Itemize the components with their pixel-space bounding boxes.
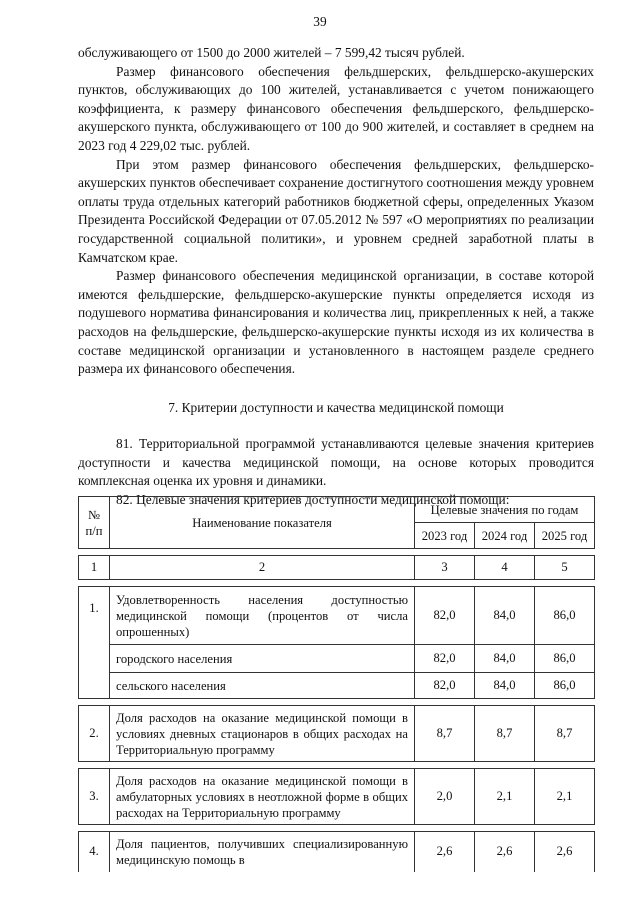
table-row <box>79 673 595 699</box>
row-value-2024: 84,0 <box>475 645 535 673</box>
row-value-2025: 2,1 <box>535 769 595 825</box>
section-title: 7. Критерии доступности и качества медицинской помощи <box>168 399 504 415</box>
table-row <box>79 645 595 673</box>
row-value-2024: 84,0 <box>475 673 535 699</box>
criteria-table <box>78 496 595 872</box>
row-value-2023: 82,0 <box>415 673 475 699</box>
row-name: Доля пациентов, получивших специализированную медицинскую помощь в <box>110 832 415 872</box>
page-number: 39 <box>313 14 327 29</box>
row-index: 1. <box>79 587 110 699</box>
paragraph-3: При этом размер финансового обеспечения фельдшерских, фельдшерско-акушерских пунктов обеспечивает сохранение достигнутого соотношения между уровнем оплаты труда отдельных категорий работников бюджетной сферы, определенных Указом Президента Российской Федерации от 07.05.2012 № 597 «О мероприятиях по реализации государственной социальной политики», и уровнем средней заработной платы в Камчатском крае. <box>78 156 595 265</box>
row-name: городского населения <box>110 645 415 673</box>
table-row <box>79 769 595 825</box>
row-index: 2. <box>79 706 110 762</box>
header-year-2024: 2024 год <box>475 523 535 549</box>
criteria-table-wrap <box>78 496 594 872</box>
document-body <box>78 44 594 510</box>
table-row <box>79 706 595 762</box>
row-value-2025: 86,0 <box>535 673 595 699</box>
row-value-2023: 82,0 <box>415 587 475 645</box>
row-value-2023: 82,0 <box>415 645 475 673</box>
row-name: Доля расходов на оказание медицинской помощи в амбулаторных условиях в неотложной форме в общих расходах на Территориальную программу <box>110 769 415 825</box>
header-name: Наименование показателя <box>110 497 415 549</box>
paragraph-4: Размер финансового обеспечения медицинской организации, в составе которой имеются фельдшерские, фельдшерско-акушерские пункты определяется исходя из подушевого норматива финансирования и количества лиц, прикрепленных к ней, а также расходов на фельдшерские, фельдшерско-акушерские пункты исходя из их количества в составе медицинской организации и установленного в настоящем разделе среднего размера их финансового обеспечения. <box>78 268 594 377</box>
row-index: 4. <box>79 832 110 872</box>
header-num: № п/п <box>79 497 110 549</box>
row-value-2024: 84,0 <box>475 587 535 645</box>
column-number: 5 <box>535 556 595 580</box>
paragraph-2: Размер финансового обеспечения фельдшерских, фельдшерско-акушерских пунктов, обслуживающих до 100 жителей, устанавливается с учетом понижающего коэффициента, к размеру финансового обеспечения фельдшерского, фельдшерско-акушерского пункта, обслуживающего от 100 до 900 жителей, и составляет в среднем на 2023 год 4 229,02 тыс. рублей. <box>78 63 594 153</box>
row-index: 3. <box>79 769 110 825</box>
row-value-2023: 2,0 <box>415 769 475 825</box>
paragraph-82: 82. Целевые значения критериев доступности медицинской помощи: <box>116 492 510 508</box>
row-value-2024: 2,6 <box>475 832 535 872</box>
table-header-row <box>79 497 595 523</box>
row-value-2025: 8,7 <box>535 706 595 762</box>
header-year-2023: 2023 год <box>415 523 475 549</box>
table-row <box>79 832 595 872</box>
column-number: 4 <box>475 556 535 580</box>
row-value-2023: 2,6 <box>415 832 475 872</box>
header-values: Целевые значения по годам <box>415 497 595 523</box>
row-name: сельского населения <box>110 673 415 699</box>
column-number: 3 <box>415 556 475 580</box>
column-number-row <box>79 556 595 580</box>
table-row <box>79 587 595 645</box>
row-value-2023: 8,7 <box>415 706 475 762</box>
row-value-2024: 2,1 <box>475 769 535 825</box>
row-value-2025: 2,6 <box>535 832 595 872</box>
row-value-2024: 8,7 <box>475 706 535 762</box>
column-number: 2 <box>110 556 415 580</box>
row-value-2025: 86,0 <box>535 587 595 645</box>
paragraph-81: 81. Территориальной программой устанавливаются целевые значения критериев доступности и качества медицинской помощи, на основе которых проводится комплексная оценка их уровня и динамики. <box>78 436 594 489</box>
header-year-2025: 2025 год <box>535 523 595 549</box>
row-value-2025: 86,0 <box>535 645 595 673</box>
row-name: Доля расходов на оказание медицинской помощи в условиях дневных стационаров в общих расходах на Территориальную программу <box>110 706 415 762</box>
paragraph-1: обслуживающего от 1500 до 2000 жителей – 7 599,42 тысяч рублей. <box>78 45 465 60</box>
row-name: Удовлетворенность населения доступностью медицинской помощи (процентов от числа опрошенных) <box>110 587 415 645</box>
column-number: 1 <box>79 556 110 580</box>
